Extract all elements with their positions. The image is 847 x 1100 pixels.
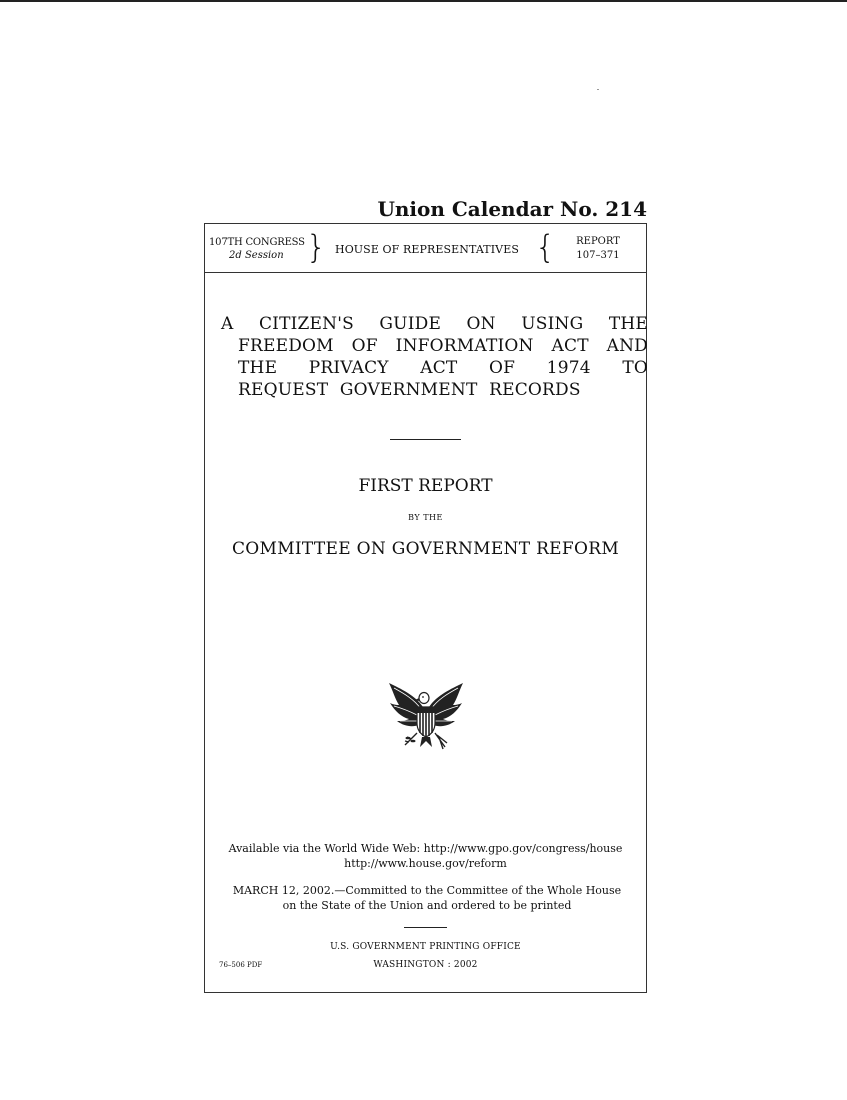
web-address-primary: Available via the World Wide Web: http://www.gpo.gov/congress/house: [228, 842, 623, 855]
web-availability: [205, 841, 646, 871]
scan-speck: [597, 89, 599, 90]
footer-divider: [404, 927, 447, 928]
document-cover-frame: [204, 223, 647, 993]
by-the-label: BY THE: [408, 513, 443, 522]
order-date: MARCH 12, 2002: [232, 884, 331, 897]
union-calendar-number: Union Calendar No. 214: [377, 197, 647, 221]
report-header: [205, 224, 646, 273]
order-text: .—Committed to the Committee of the Whole House on the State of the Union and ordered to be printed: [282, 884, 622, 912]
eagle-seal-icon: [387, 681, 465, 753]
committal-order: [225, 883, 629, 913]
committee-name: COMMITTEE ON GOVERNMENT REFORM: [231, 539, 620, 559]
city-year: WASHINGTON : 2002: [373, 960, 478, 970]
report-label: REPORT: [576, 236, 620, 247]
chamber-name: HOUSE OF REPRESENTATIVES: [335, 243, 519, 256]
congress-label: 107TH CONGRESS: [209, 237, 305, 248]
congress-session: [209, 236, 305, 262]
report-number-block: [550, 235, 646, 263]
web-address-secondary: http://www.house.gov/reform: [344, 857, 507, 870]
printing-office: U.S. GOVERNMENT PRINTING OFFICE: [330, 942, 521, 952]
top-border-rule: [0, 0, 847, 2]
document-title: A CITIZEN'S GUIDE ON USING THE FREEDOM OF INFORMATION ACT AND THE PRIVACY ACT OF 1974 TO REQUEST GOVERNMENT RECORDS: [221, 314, 648, 400]
title-divider: [390, 439, 461, 440]
left-brace-icon: {: [535, 228, 556, 266]
session-label: 2d Session: [229, 250, 284, 261]
pdf-code: 76–506 PDF: [219, 961, 263, 969]
right-brace-icon: }: [306, 228, 327, 266]
report-number: 107–371: [576, 250, 620, 261]
report-heading: FIRST REPORT: [358, 476, 493, 496]
